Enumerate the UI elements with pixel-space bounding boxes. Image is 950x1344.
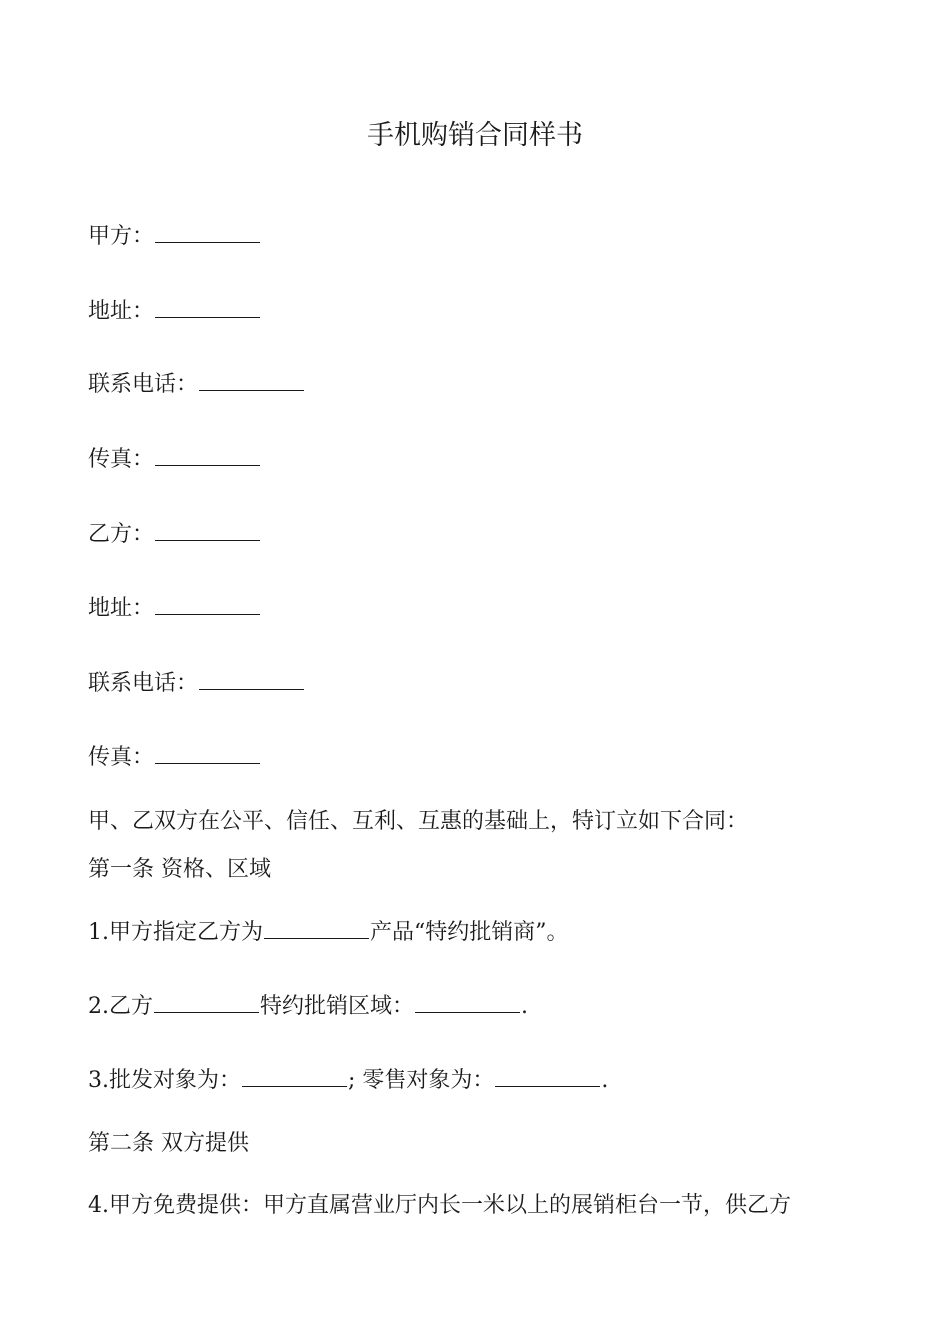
party-a-fax-field [88, 443, 261, 476]
clause-2-after: . [521, 994, 529, 1019]
party-a-address-blank [155, 295, 260, 318]
clause-3-blank-1 [242, 1064, 347, 1087]
clause-2-blank-1 [154, 990, 259, 1013]
party-a-address-field [88, 295, 261, 328]
party-b-fax-blank [155, 741, 260, 764]
clause-3-before: 3.批发对象为： [88, 1068, 241, 1093]
party-b-name-label: 乙方： [88, 522, 155, 547]
clause-3-middle: ; 零售对象为： [348, 1068, 495, 1093]
party-a-address-label: 地址： [88, 299, 155, 324]
party-a-name-field [88, 220, 261, 253]
clause-1-before: 1.甲方指定乙方为 [88, 920, 263, 945]
party-b-address-field [88, 592, 261, 625]
party-b-phone-label: 联系电话： [88, 671, 199, 696]
party-a-name-label: 甲方： [88, 224, 155, 249]
party-b-name-field [88, 518, 261, 551]
clause-1 [88, 916, 569, 949]
clause-3-blank-2 [495, 1064, 600, 1087]
party-a-fax-label: 传真： [88, 447, 155, 472]
article-1-heading: 第一条 资格、区域 [88, 857, 271, 882]
party-b-address-label: 地址： [88, 596, 155, 621]
party-b-phone-blank [199, 667, 304, 690]
preamble: 甲、乙双方在公平、信任、互利、互惠的基础上，特订立如下合同： [88, 809, 749, 834]
clause-4: 4.甲方免费提供：甲方直属营业厅内长一米以上的展销柜台一节，供乙方 [88, 1193, 791, 1218]
party-b-fax-label: 传真： [88, 745, 155, 770]
party-b-fax-field [88, 741, 261, 774]
party-a-phone-label: 联系电话： [88, 372, 199, 397]
clause-2 [88, 990, 528, 1023]
clause-3 [88, 1064, 608, 1097]
clause-1-after: 产品“特约批销商”。 [370, 920, 569, 945]
article-2-heading: 第二条 双方提供 [88, 1131, 249, 1156]
clause-2-before: 2.乙方 [88, 994, 153, 1019]
party-a-fax-blank [155, 443, 260, 466]
party-a-phone-blank [199, 368, 304, 391]
party-b-address-blank [155, 592, 260, 615]
clause-2-middle: 特约批销区域： [260, 994, 415, 1019]
party-b-phone-field [88, 667, 305, 700]
party-a-phone-field [88, 368, 305, 401]
party-b-name-blank [155, 518, 260, 541]
document-title: 手机购销合同样书 [367, 120, 583, 151]
clause-2-blank-2 [415, 990, 520, 1013]
clause-3-after: . [601, 1068, 609, 1093]
party-a-name-blank [155, 220, 260, 243]
clause-1-blank [264, 916, 369, 939]
